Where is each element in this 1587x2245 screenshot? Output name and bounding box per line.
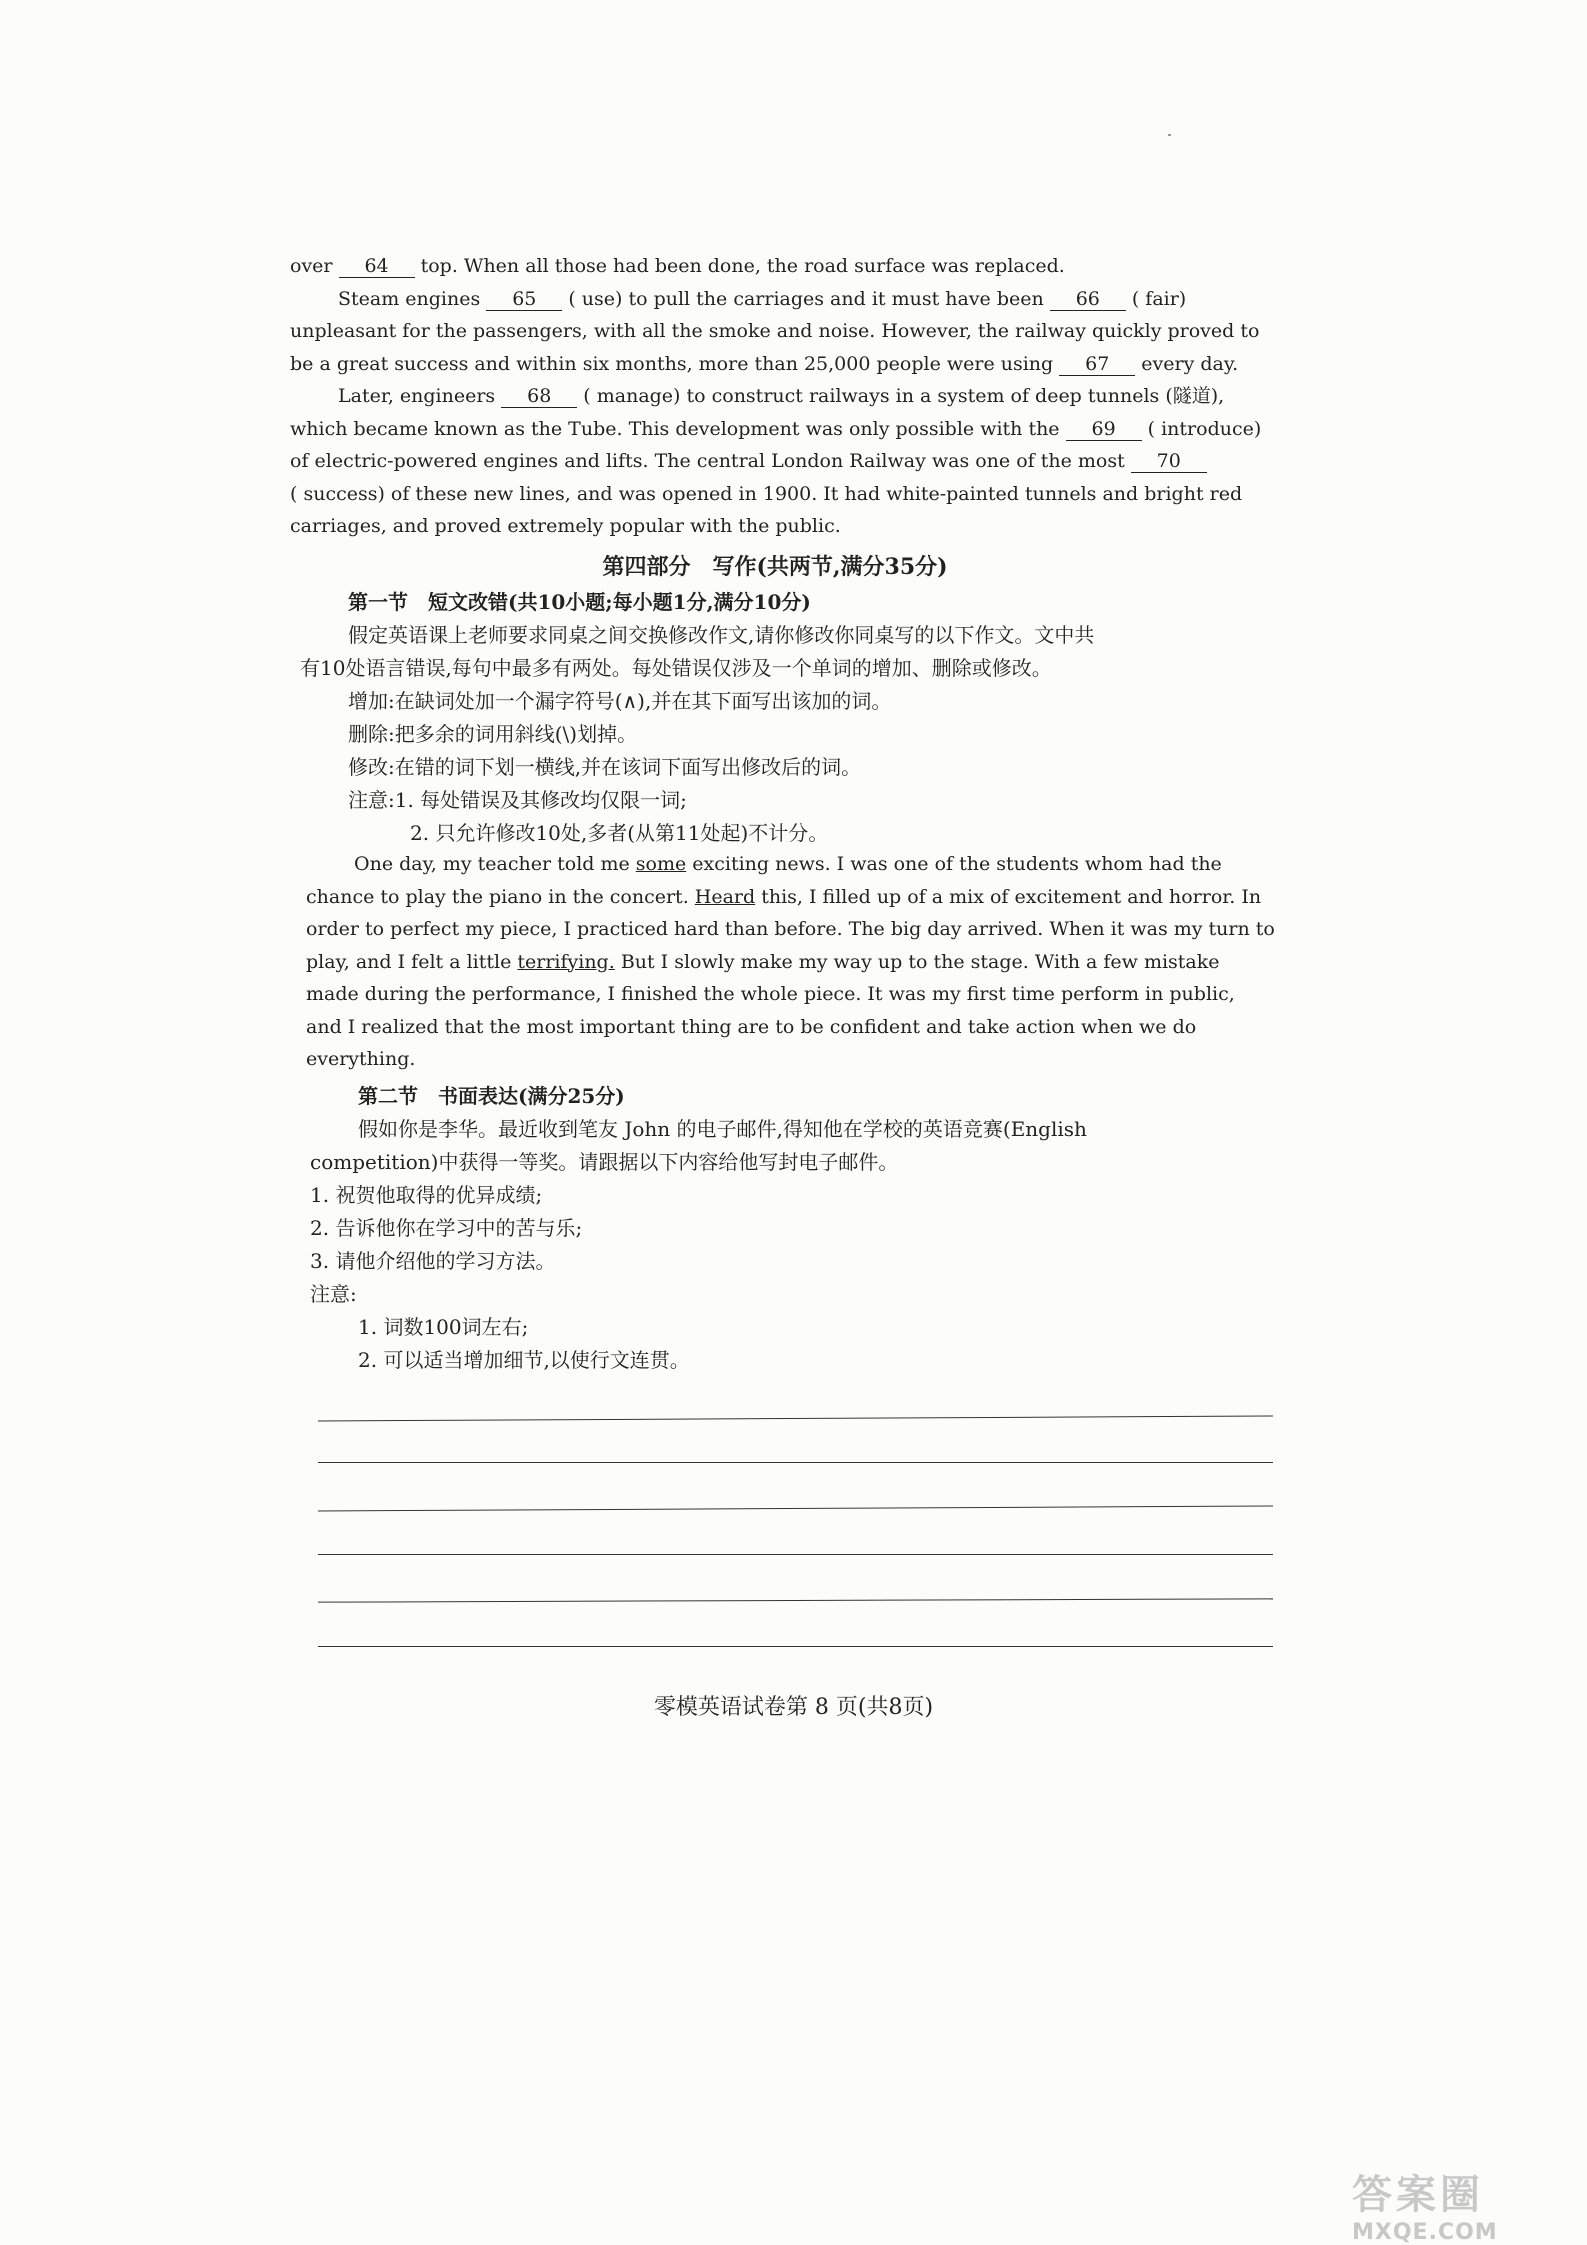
text: exciting news. I was one of the students whom had the [692,853,1222,875]
page-footer: 零模英语试卷第 8 页(共8页) [653,1695,934,1720]
watermark-logo-text: 答案圈 [1352,2172,1484,2218]
error-correction-essay [306,848,1275,1076]
text: be a great success and within six months, more than 25,000 people were using [290,352,1054,375]
text: every day. [1141,352,1239,375]
passage-line [290,413,1262,446]
passage-line: carriages, and proved extremely popular with the public. [290,515,841,537]
text: top. When all those had been done, the road surface was replaced. [420,255,1065,277]
watermark-url: MXQE.COM [1352,2220,1498,2245]
passage-line: ( success) of these new lines, and was opened in 1900. It had white-painted tunnels and bright red [290,482,1243,505]
cloze-passage [290,250,1262,543]
passage-line: unpleasant for the passengers, with all the smoke and noise. However, the railway quickly proved to [290,320,1260,342]
underlined-word: Heard [694,885,756,908]
prompt: competition)中获得一等奖。请跟据以下内容给他写封电子邮件。 [310,1150,899,1174]
text: chance to play the piano in the concert. [306,885,689,908]
text: this, I filled up of a mix of excitement and horror. In [761,885,1262,908]
task-item: 3. 请他介绍他的学习方法。 [310,1249,556,1273]
note-label: 注意: [310,1282,357,1306]
note-1: 注意:1. 每处错误及其修改均仅限一词; [348,788,687,812]
writing-line [318,1554,1273,1555]
passage-line [290,283,1240,316]
watermark-logo [1352,2163,1572,2245]
essay-line [306,848,1256,881]
task-item: 1. 祝贺他取得的优异成绩; [310,1183,543,1207]
text: ( introduce) [1147,417,1262,440]
essay-line [306,881,1262,914]
prompt: 假如你是李华。最近收到笔友 John 的电子邮件,得知他在学校的英语竞赛(English [358,1117,1087,1141]
delete-rule: 删除:把多余的词用斜线(\)划掉。 [348,722,638,746]
text: play, and I felt a little [306,950,512,973]
passage-line [290,348,1240,381]
essay-line: order to perfect my piece, I practiced hard than before. The big day arrived. When it was my turn to [306,918,1275,940]
essay-line [306,946,1256,979]
blank-68: 68 [501,385,577,408]
writing-line [318,1598,1273,1602]
blank-66: 66 [1050,288,1126,311]
text: But I slowly make my way up to the stage. With a few mistake [620,950,1220,973]
underlined-word: terrifying. [517,950,615,973]
underlined-word: some [635,853,687,875]
part4-section [300,548,1250,850]
speck [1168,134,1171,136]
blank-70: 70 [1131,450,1207,473]
section1-title: 第一节 短文改错(共10小题;每小题1分,满分10分) [348,590,811,614]
essay-line: made during the performance, I finished the whole piece. It was my first time perform in public, [306,983,1235,1005]
writing-line [318,1415,1273,1421]
text: Steam engines [338,287,481,310]
note-item: 1. 词数100词左右; [358,1315,529,1339]
blank-67: 67 [1059,353,1135,376]
blank-64: 64 [339,255,415,278]
note-2: 2. 只允许修改10处,多者(从第11处起)不计分。 [410,821,829,845]
text: over [290,255,333,277]
passage-line [290,445,1240,478]
text: ( use) to pull the carriages and it must have been [568,287,1044,310]
text: of electric-powered engines and lifts. The central London Railway was one of the most [290,450,1125,472]
writing-line [318,1462,1273,1463]
task-item: 2. 告诉他你在学习中的苦与乐; [310,1216,583,1240]
blank-65: 65 [486,288,562,311]
essay-line: everything. [306,1048,416,1070]
essay-line: and I realized that the most important thing are to be confident and take action when we do [306,1015,1197,1038]
modify-rule: 修改:在错的词下划一横线,并在该词下面写出修改后的词。 [348,755,862,779]
instruction: 有10处语言错误,每句中最多有两处。每处错误仅涉及一个单词的增加、删除或修改。 [300,656,1052,680]
text: ( manage) to construct railways in a system of deep tunnels (隧道), [583,385,1225,407]
writing-line [318,1646,1273,1647]
text: Later, engineers [338,385,496,407]
passage-line [290,250,1240,283]
part4-title: 第四部分 写作(共两节,满分35分) [602,554,948,580]
section2-title: 第二节 书面表达(满分25分) [358,1084,625,1108]
section2 [310,1080,1260,1377]
text: which became known as the Tube. This development was only possible with the [290,417,1060,440]
blank-69: 69 [1066,418,1142,441]
text: ( fair) [1131,287,1187,310]
add-rule: 增加:在缺词处加一个漏字符号(∧),并在其下面写出该加的词。 [348,689,892,713]
note-item: 2. 可以适当增加细节,以使行文连贯。 [358,1348,690,1372]
writing-line [318,1505,1273,1511]
text: One day, my teacher told me [354,853,630,875]
instruction: 假定英语课上老师要求同桌之间交换修改作文,请你修改你同桌写的以下作文。文中共 [348,623,1095,647]
passage-line [290,380,1240,413]
